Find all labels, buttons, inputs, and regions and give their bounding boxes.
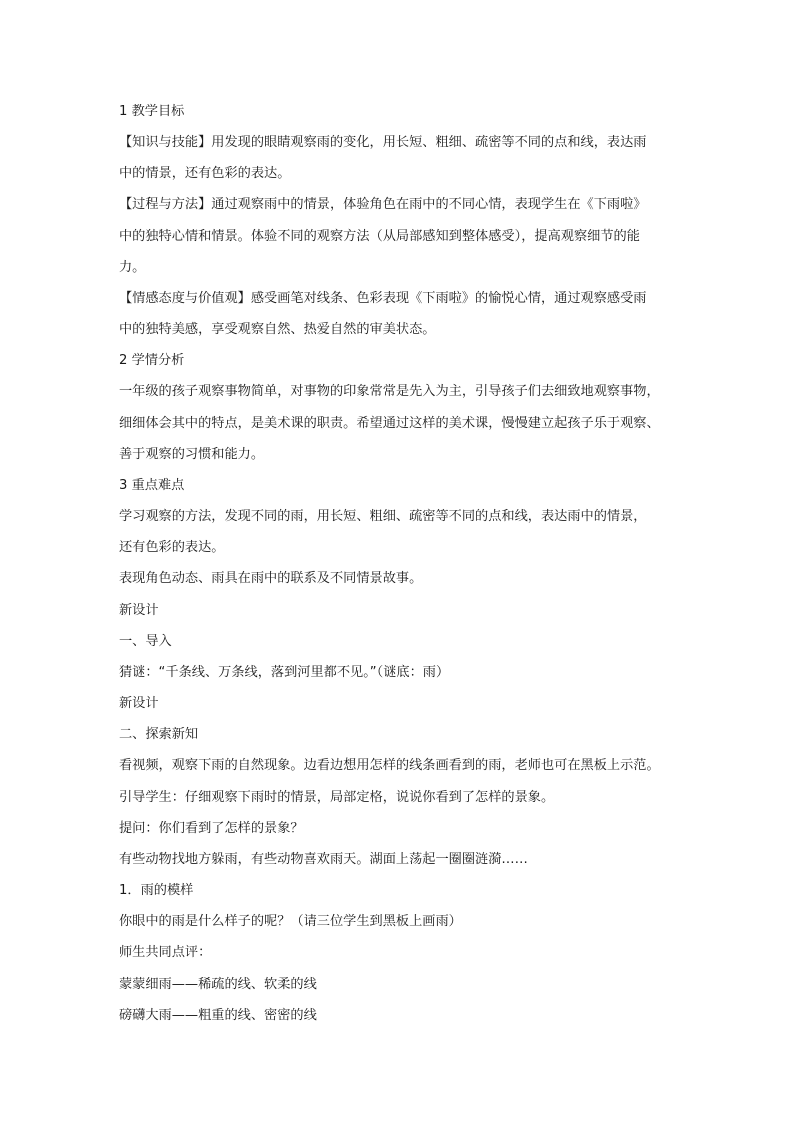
paragraph-line: 【知识与技能】用发现的眼睛观察雨的变化，用长短、粗细、疏密等不同的点和线，表达雨 bbox=[119, 135, 647, 150]
subsection-heading-rain-shape: 1．雨的模样 bbox=[119, 883, 194, 898]
paragraph-line: 【情感态度与价值观】感受画笔对线条、色彩表现《下雨啦》的愉悦心情，通过观察感受雨 bbox=[119, 291, 647, 306]
section-heading-learner-analysis: 2 学情分析 bbox=[119, 353, 185, 368]
paragraph-line: 细细体会其中的特点，是美术课的职责。希望通过这样的美术课，慢慢建立起孩子乐于观察、 bbox=[119, 416, 660, 431]
section-heading-key-points: 3 重点难点 bbox=[119, 478, 185, 493]
paragraph-line: 有些动物找地方躲雨，有些动物喜欢雨天。湖面上荡起一圈圈涟漪…… bbox=[119, 852, 528, 867]
paragraph-line: 学习观察的方法，发现不同的雨，用长短、粗细、疏密等不同的点和线，表达雨中的情景， bbox=[119, 509, 647, 524]
paragraph-line: 一年级的孩子观察事物简单，对事物的印象常常是先入为主，引导孩子们去细致地观察事物， bbox=[119, 384, 660, 399]
paragraph-line: 表现角色动态、雨具在雨中的联系及不同情景故事。 bbox=[119, 571, 423, 586]
paragraph-line: 磅礴大雨——粗重的线、密密的线 bbox=[119, 1008, 317, 1023]
section-heading-new-design: 新设计 bbox=[119, 696, 159, 711]
paragraph-line: 提问：你们看到了怎样的景象？ bbox=[119, 821, 304, 836]
paragraph-line: 看视频，观察下雨的自然现象。边看边想用怎样的线条画看到的雨，老师也可在黑板上示范。 bbox=[119, 758, 660, 773]
paragraph-line: 力。 bbox=[119, 260, 146, 275]
paragraph-line: 师生共同点评： bbox=[119, 945, 212, 960]
paragraph-line: 蒙蒙细雨——稀疏的线、软柔的线 bbox=[119, 977, 317, 992]
section-heading-new-design: 新设计 bbox=[119, 603, 159, 618]
paragraph-line: 引导学生：仔细观察下雨时的情景，局部定格，说说你看到了怎样的景象。 bbox=[119, 790, 555, 805]
section-heading-explore: 二、探索新知 bbox=[119, 727, 199, 742]
paragraph-line: 你眼中的雨是什么样子的呢？（请三位学生到黑板上画雨） bbox=[119, 914, 462, 929]
section-heading-teaching-goals: 1 教学目标 bbox=[119, 104, 185, 119]
paragraph-line: 中的情景，还有色彩的表达。 bbox=[119, 166, 291, 181]
paragraph-line: 善于观察的习惯和能力。 bbox=[119, 447, 265, 462]
paragraph-line: 【过程与方法】通过观察雨中的情景，体验角色在雨中的不同心情，表现学生在《下雨啦》 bbox=[119, 197, 647, 212]
paragraph-line: 中的独特美感，享受观察自然、热爱自然的审美状态。 bbox=[119, 322, 436, 337]
paragraph-line: 还有色彩的表达。 bbox=[119, 540, 225, 555]
paragraph-line: 中的独特心情和情景。体验不同的观察方法（从局部感知到整体感受），提高观察细节的能 bbox=[119, 229, 640, 244]
section-heading-introduction: 一、导入 bbox=[119, 634, 172, 649]
paragraph-line: 猜谜：“千条线、万条线，落到河里都不见。”（谜底：雨） bbox=[119, 665, 450, 680]
